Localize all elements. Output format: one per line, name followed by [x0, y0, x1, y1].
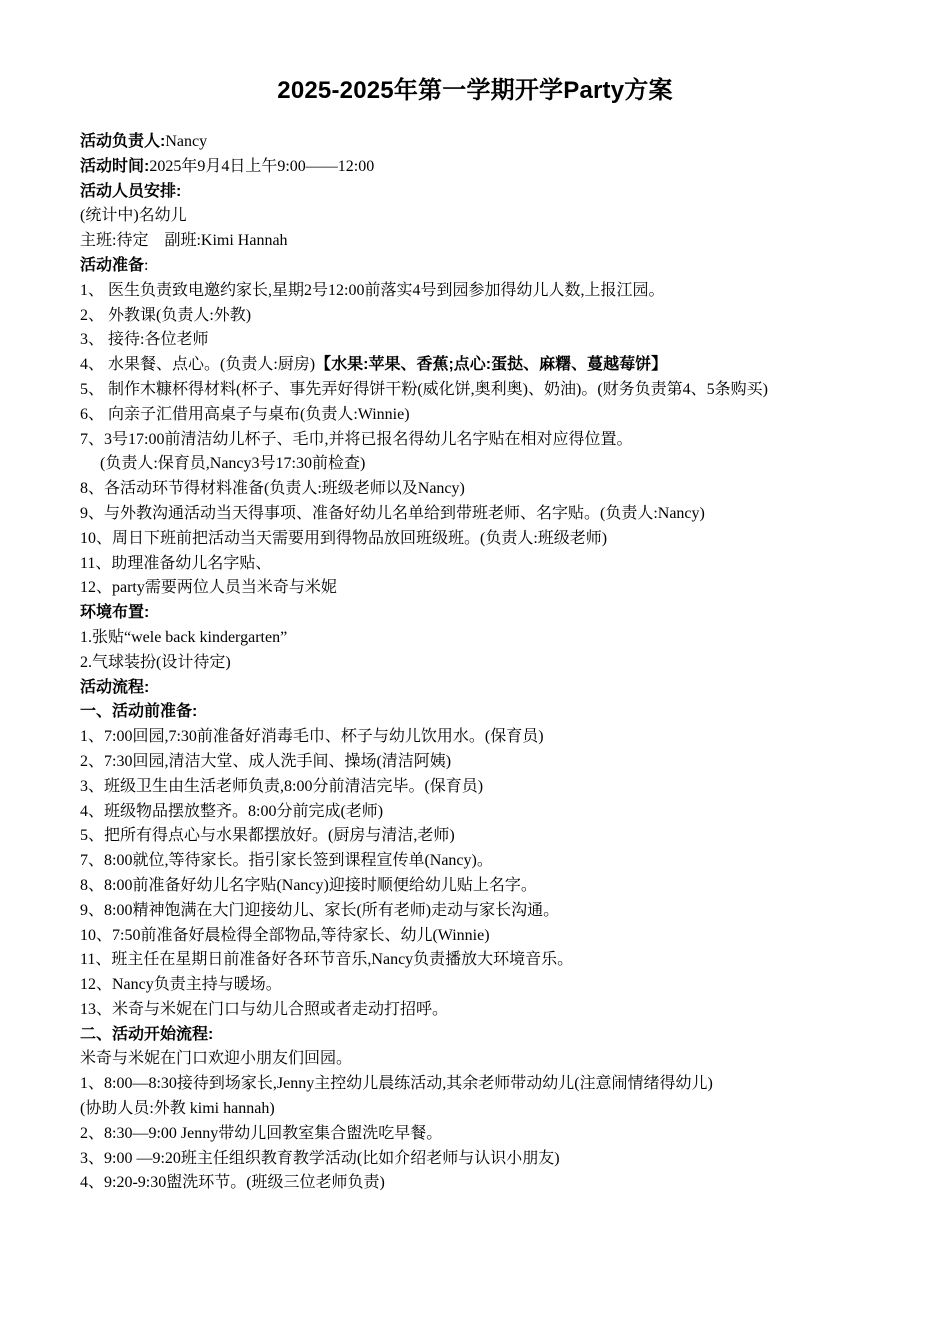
time-line [80, 155, 900, 180]
staff-children: (统计中)名幼儿 [80, 207, 187, 225]
owner-label: 活动负责人: [80, 133, 166, 150]
flow-start-item: 3、9:00 —9:20班主任组织教育教学活动(比如介绍老师与认识小朋友) [80, 1149, 560, 1167]
time-value: 2025年9月4日上午9:00——12:00 [149, 157, 375, 175]
flow-start-item: 2、8:30—9:00 Jenny带幼儿回教室集合盥洗吃早餐。 [80, 1124, 443, 1142]
document-body [80, 130, 900, 1196]
staff-teachers: 主班:待定 副班:Kimi Hannah [80, 232, 288, 250]
owner-line [80, 130, 900, 155]
flow-before-item: 5、把所有得点心与水果都摆放好。(厨房与清洁,老师) [80, 827, 455, 845]
prep-item: 6、 向亲子汇借用高桌子与桌布(负责人:Winnie) [80, 405, 410, 423]
environment-item: 1.张贴“wele back kindergarten” [80, 628, 288, 646]
prep-item: 2、 外教课(负责人:外教) [80, 306, 252, 324]
prep-item: 12、party需要两位人员当米奇与米妮 [80, 579, 337, 597]
flow-before-item: 7、8:00就位,等待家长。指引家长签到课程宣传单(Nancy)。 [80, 852, 493, 870]
flow-before-heading: 一、活动前准备: [80, 703, 198, 721]
prep-heading: 活动准备 [80, 256, 145, 274]
flow-before-item: 4、班级物品摆放整齐。8:00分前完成(老师) [80, 802, 384, 820]
environment-heading: 环境布置: [80, 604, 150, 622]
flow-start-heading: 二、活动开始流程: [80, 1025, 214, 1043]
time-label: 活动时间: [80, 157, 150, 175]
flow-start-item-continued: (协助人员:外教 kimi hannah) [80, 1100, 275, 1118]
prep-item: 3、 接待:各位老师 [80, 331, 209, 349]
prep-item: 8、各活动环节得材料准备(负责人:班级老师以及Nancy) [80, 480, 465, 498]
owner-value: Nancy [165, 133, 208, 150]
flow-start-item: 1、8:00—8:30接待到场家长,Jenny主控幼儿晨练活动,其余老师带动幼儿(注意闹情绪得幼儿) [80, 1075, 713, 1093]
flow-before-item: 3、班级卫生由生活老师负责,8:00分前清洁完毕。(保育员) [80, 777, 484, 795]
flow-before-item: 2、7:30回园,清洁大堂、成人洗手间、操场(清洁阿姨) [80, 752, 452, 770]
flow-start-item: 米奇与米妮在门口欢迎小朋友们回园。 [80, 1050, 353, 1068]
prep-item-text: 4、 水果餐、点心。(负责人:厨房) [80, 356, 316, 374]
prep-item-bold-text: 【水果:苹果、香蕉;点心:蛋挞、麻糬、蔓越莓饼】 [315, 356, 668, 374]
flow-before-item: 12、Nancy负责主持与暖场。 [80, 976, 282, 994]
environment-item: 2.气球装扮(设计待定) [80, 653, 231, 671]
flow-before-item: 8、8:00前准备好幼儿名字贴(Nancy)迎接时顺便给幼儿贴上名字。 [80, 876, 537, 894]
flow-before-item: 9、8:00精神饱满在大门迎接幼儿、家长(所有老师)走动与家长沟通。 [80, 901, 560, 919]
flow-before-item: 13、米奇与米妮在门口与幼儿合照或者走动打招呼。 [80, 1000, 449, 1018]
prep-heading-line [80, 254, 900, 279]
prep-item [80, 353, 900, 378]
prep-item: 5、 制作木糠杯得材料(杯子、事先弄好得饼干粉(威化饼,奥利奥)、奶油)。(财务负责第4、5条购买) [80, 380, 768, 398]
flow-before-item: 10、7:50前准备好晨检得全部物品,等待家长、幼儿(Winnie) [80, 926, 490, 944]
staff-heading: 活动人员安排: [80, 182, 182, 200]
flow-heading: 活动流程: [80, 678, 150, 696]
prep-item: 9、与外教沟通活动当天得事项、准备好幼儿名单给到带班老师、名字贴。(负责人:Nancy) [80, 504, 705, 522]
flow-before-item: 11、班主任在星期日前准备好各环节音乐,Nancy负责播放大环境音乐。 [80, 951, 574, 969]
prep-item: 7、3号17:00前清洁幼儿杯子、毛巾,并将已报名得幼儿名字贴在相对应得位置。 [80, 430, 633, 448]
prep-item-continued: (负责人:保育员,Nancy3号17:30前检查) [100, 455, 366, 473]
prep-item: 11、助理准备幼儿名字贴、 [80, 554, 272, 572]
flow-start-item: 4、9:20-9:30盥洗环节。(班级三位老师负责) [80, 1174, 385, 1192]
flow-before-item: 1、7:00回园,7:30前准备好消毒毛巾、杯子与幼儿饮用水。(保育员) [80, 728, 544, 746]
prep-item: 10、周日下班前把活动当天需要用到得物品放回班级班。(负责人:班级老师) [80, 529, 608, 547]
document-title: 2025-2025年第一学期开学Party方案 [277, 77, 673, 104]
prep-heading-colon: : [144, 256, 149, 274]
prep-item: 1、 医生负责致电邀约家长,星期2号12:00前落实4号到园参加得幼儿人数,上报江园。 [80, 281, 665, 299]
